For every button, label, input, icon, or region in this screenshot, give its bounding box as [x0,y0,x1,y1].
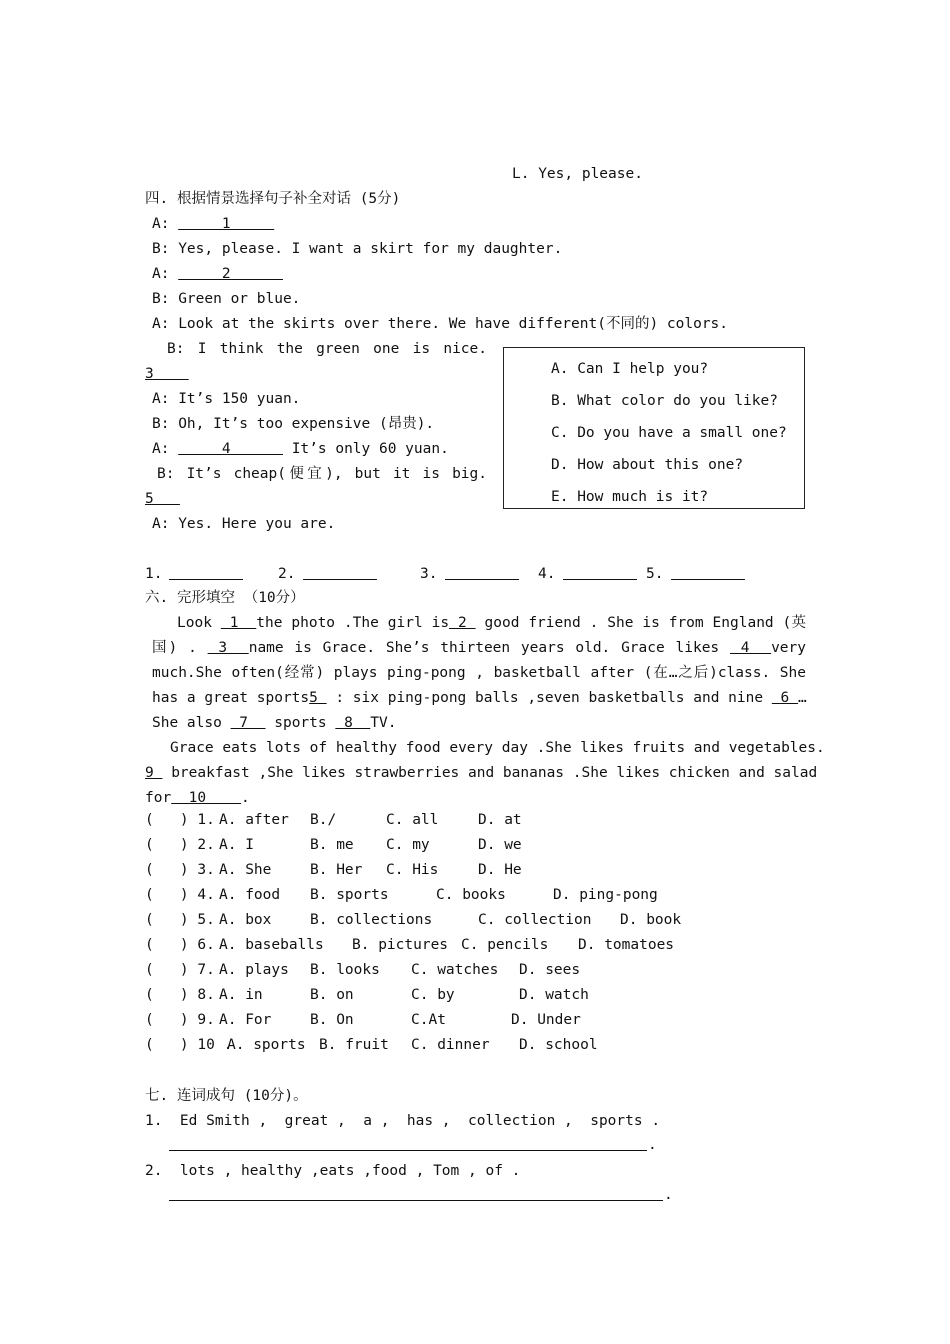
question-number[interactable]: ( ) 8. [145,987,215,1003]
cloze-line [177,613,806,633]
question-option: A. She [219,862,272,878]
cloze-line [152,663,806,683]
question-option: A. food [219,887,281,903]
answer-blank-1[interactable] [169,579,243,580]
section-7-heading: 七. 连词成句 (10分)。 [145,1088,308,1104]
dialog-line-2: B: Yes, please. I want a skirt for my daughter. [152,241,563,257]
dialog-line-1: A: 1 [152,216,275,232]
blank-1[interactable]: 1 [178,216,275,232]
question-number[interactable]: ( ) 6. [145,937,215,953]
option-e: E. How much is it? [551,489,709,505]
cloze-blank[interactable]: 9 [145,765,163,781]
cloze-line [145,763,818,783]
question-number[interactable]: ( ) 5. [145,912,215,928]
question-number[interactable]: ( ) 2. [145,837,215,853]
question-option: D. at [478,812,522,828]
blank-5[interactable]: 5 [145,491,180,507]
answer-line-1[interactable] [169,1150,647,1151]
cloze-text: name is Grace. She’s thirteen years old. Grace likes [248,640,730,656]
question-option: A. box [219,912,272,928]
dialog-line-6: B: I think the green one is nice. [167,341,487,357]
question-option: D. book [620,912,682,928]
cloze-text: very [771,640,806,656]
question-option: A. plays [219,962,289,978]
question-option: B. on [310,987,354,1003]
sentence-question-1: 1. Ed Smith , great , a , has , collection , sports . [145,1113,661,1129]
question-option: B. fruit [319,1037,389,1053]
cloze-blank[interactable]: 5 [309,690,327,706]
cloze-text: 国) . [152,640,208,656]
cloze-line [152,713,396,733]
question-option: B. Her [310,862,363,878]
question-option: D. tomatoes [578,937,675,953]
dialog-line-8: B: Oh, It’s too expensive (昂贵). [152,416,435,432]
question-option: B. collections [310,912,433,928]
question-number[interactable]: ( ) 3. [145,862,215,878]
question-option: D. school [519,1037,598,1053]
cloze-text: . [241,790,250,806]
dialog-line-9: A: 4 It’s only 60 yuan. [152,441,449,457]
cloze-text: breakfast ,She likes strawberries and bananas .She likes chicken and salad [162,765,818,781]
answer-label-3: 3. [420,566,438,582]
options-box [503,347,805,509]
cloze-text: … [798,690,807,706]
blank-2[interactable]: 2 [178,266,283,282]
dialog-line-5: A: Look at the skirts over there. We have different(不同的) colors. [152,316,729,332]
dialog-line-11: A: Yes. Here you are. [152,516,336,532]
cloze-blank[interactable]: 10 [171,790,242,806]
question-option: C. dinner [411,1037,490,1053]
option-l: L. Yes, please. [512,166,643,182]
question-option: A. after [219,812,289,828]
question-option: C. collection [478,912,592,928]
question-option: C. all [386,812,439,828]
blank-3[interactable]: 3 [145,366,189,382]
question-number[interactable]: ( ) 4. [145,887,215,903]
question-option: B. sports [310,887,389,903]
answer-label-5: 5. [646,566,664,582]
cloze-blank[interactable]: 1 [220,615,257,631]
answer-blank-2[interactable] [303,579,377,580]
cloze-text: sports [265,715,336,731]
section-4-heading: 四. 根据情景选择句子补全对话 (5分) [145,191,401,207]
question-option: B. pictures [352,937,449,953]
question-option: C. pencils [461,937,549,953]
cloze-blank[interactable]: 4 [729,640,772,656]
question-number[interactable]: ( ) 9. [145,1012,215,1028]
question-option: A. in [219,987,263,1003]
question-number[interactable]: ( ) 1. [145,812,215,828]
question-option: C. my [386,837,430,853]
option-d: D. How about this one? [551,457,744,473]
dialog-line-10: B: It’s cheap(便宜), but it is big. [157,466,487,482]
answer-line-1-end: . [648,1137,657,1153]
option-c: C. Do you have a small one? [551,425,787,441]
cloze-text: the photo .The girl is [256,615,450,631]
question-option: A. I [219,837,254,853]
question-option: B. On [310,1012,354,1028]
cloze-text: good friend . She is from England (英 [475,615,806,631]
answer-line-2[interactable] [169,1200,663,1201]
sentence-question-2: 2. lots , healthy ,eats ,food , Tom , of . [145,1163,521,1179]
cloze-text: has a great sports [152,690,310,706]
question-number[interactable]: ( ) 10 . [145,1037,233,1053]
question-option: D. ping-pong [553,887,658,903]
cloze-text: : six ping-pong balls ,seven basketballs and nine [326,690,772,706]
question-option: B. me [310,837,354,853]
option-a: A. Can I help you? [551,361,709,377]
cloze-line [152,688,806,708]
cloze-blank[interactable]: 6 [771,690,799,706]
cloze-text: much.She often(经常) plays ping-pong , basketball after (在…之后)class. She [152,665,806,681]
cloze-text: TV. [370,715,397,731]
cloze-line [145,788,250,808]
cloze-line [170,738,825,758]
section-6-heading: 六. 完形填空 （10分） [145,590,305,606]
cloze-blank[interactable]: 7 [230,715,266,731]
answer-label-4: 4. [538,566,556,582]
question-option: A. sports [227,1037,306,1053]
cloze-blank[interactable]: 3 [207,640,249,656]
answer-label-2: 2. [278,566,296,582]
question-option: C. books [436,887,506,903]
cloze-line [152,638,806,658]
question-option: D. Under [511,1012,581,1028]
answer-blank-5[interactable] [671,579,745,580]
question-option: B./ [310,812,337,828]
question-option: D. we [478,837,522,853]
answer-label-1: 1. [145,566,163,582]
question-option: C.At [411,1012,446,1028]
dialog-line-7: A: It’s 150 yuan. [152,391,301,407]
question-option: A. baseballs [219,937,324,953]
question-option: D. He [478,862,522,878]
answer-blank-4[interactable] [563,579,637,580]
dialog-line-3: A: 2 [152,266,283,282]
question-number[interactable]: ( ) 7. [145,962,215,978]
question-option: D. watch [519,987,589,1003]
question-option: C. His [386,862,439,878]
question-option: D. sees [519,962,581,978]
dialog-line-4: B: Green or blue. [152,291,301,307]
question-option: A. For [219,1012,272,1028]
question-option: B. looks [310,962,380,978]
cloze-text: for [145,790,172,806]
option-b: B. What color do you like? [551,393,778,409]
question-option: C. watches [411,962,499,978]
cloze-text: Look [177,615,221,631]
question-option: C. by [411,987,455,1003]
cloze-blank[interactable]: 2 [449,615,476,631]
answer-line-2-end: . [664,1187,673,1203]
cloze-text: Grace eats lots of healthy food every day .She likes fruits and vegetables. [170,740,825,756]
cloze-text: She also [152,715,231,731]
cloze-blank[interactable]: 8 [335,715,371,731]
blank-4[interactable]: 4 [178,441,283,457]
answer-blank-3[interactable] [445,579,519,580]
